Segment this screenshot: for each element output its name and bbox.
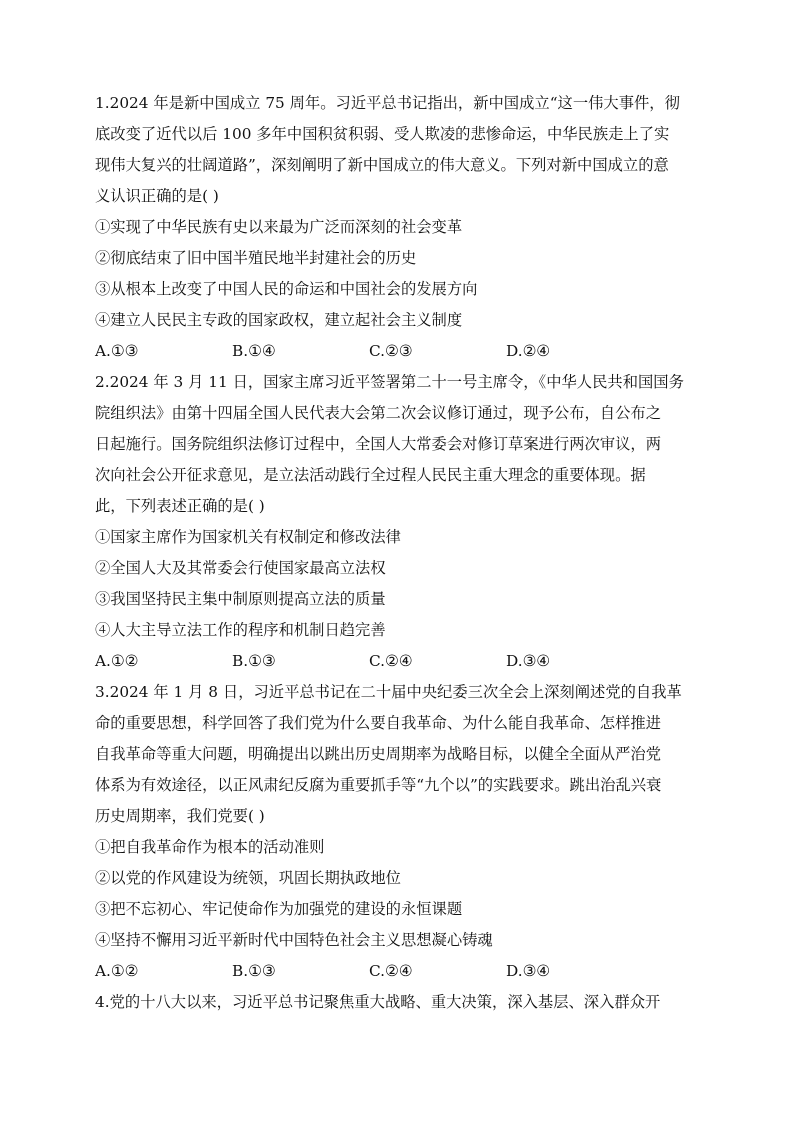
- document-page: [95, 88, 701, 1018]
- question-stem-line: 义认识正确的是( ): [95, 187, 219, 205]
- statement-1: ①实现了中华民族有史以来最为广泛而深刻的社会变革: [95, 218, 463, 236]
- option-a: A.①②: [95, 962, 139, 980]
- question-stem-line: 现伟大复兴的壮阔道路”，深刻阐明了新中国成立的伟大意义。下列对新中国成立的意: [95, 156, 669, 174]
- answer-options: [95, 646, 701, 677]
- option-d: D.③④: [506, 652, 551, 670]
- option-c: C.②③: [369, 342, 413, 360]
- option-d: D.②④: [506, 342, 551, 360]
- question-4: [95, 987, 701, 1018]
- statement-3: ③把不忘初心、牢记使命作为加强党的建设的永恒课题: [95, 900, 463, 918]
- question-stem-line: 日起施行。国务院组织法修订过程中，全国人大常委会对修订草案进行两次审议，两: [95, 435, 661, 453]
- option-c: C.②④: [369, 962, 413, 980]
- question-stem-line: 4.党的十八大以来，习近平总书记聚焦重大战略、重大决策，深入基层、深入群众开: [95, 993, 661, 1011]
- statement-2: ②以党的作风建设为统领，巩固长期执政地位: [95, 869, 401, 887]
- question-stem-line: 次向社会公开征求意见，是立法活动践行全过程人民民主重大理念的重要体现。据: [95, 466, 646, 484]
- option-c: C.②④: [369, 652, 413, 670]
- statement-1: ①把自我革命作为根本的活动准则: [95, 838, 325, 856]
- question-stem-line: 3.2024 年 1 月 8 日，习近平总书记在二十届中央纪委三次全会上深刻阐述党的自我革: [95, 683, 682, 701]
- question-3: [95, 677, 701, 987]
- answer-options: [95, 956, 701, 987]
- question-1: [95, 88, 701, 367]
- question-stem-line: 底改变了近代以后 100 多年中国积贫积弱、受人欺凌的悲惨命运，中华民族走上了实: [95, 125, 670, 143]
- question-stem-line: 院组织法》由第十四届全国人民代表大会第二次会议修订通过，现予公布，自公布之: [95, 404, 661, 422]
- statement-1: ①国家主席作为国家机关有权制定和修改法律: [95, 528, 401, 546]
- statement-3: ③从根本上改变了中国人民的命运和中国社会的发展方向: [95, 280, 478, 298]
- option-b: B.①④: [232, 342, 276, 360]
- option-d: D.③④: [506, 962, 551, 980]
- question-stem-line: 1.2024 年是新中国成立 75 周年。习近平总书记指出，新中国成立“这一伟大事件，彻: [95, 94, 680, 112]
- question-stem-line: 命的重要思想，科学回答了我们党为什么要自我革命、为什么能自我革命、怎样推进: [95, 714, 661, 732]
- answer-options: [95, 336, 701, 367]
- question-stem-line: 此，下列表述正确的是( ): [95, 497, 265, 515]
- statement-2: ②彻底结束了旧中国半殖民地半封建社会的历史: [95, 249, 417, 267]
- option-a: A.①③: [95, 342, 139, 360]
- question-2: [95, 367, 701, 677]
- question-stem-line: 体系为有效途径，以正风肃纪反腐为重要抓手等“九个以”的实践要求。跳出治乱兴衰: [95, 776, 662, 794]
- statement-3: ③我国坚持民主集中制原则提高立法的质量: [95, 590, 386, 608]
- statement-2: ②全国人大及其常委会行使国家最高立法权: [95, 559, 386, 577]
- statement-4: ④人大主导立法工作的程序和机制日趋完善: [95, 621, 386, 639]
- option-b: B.①③: [232, 962, 276, 980]
- question-stem-line: 历史周期率，我们党要( ): [95, 807, 265, 825]
- option-a: A.①②: [95, 652, 139, 670]
- question-stem-line: 2.2024 年 3 月 11 日，国家主席习近平签署第二十一号主席令，《中华人民共和国国务: [95, 373, 684, 391]
- statement-4: ④建立人民民主专政的国家政权，建立起社会主义制度: [95, 311, 463, 329]
- question-stem-line: 自我革命等重大问题，明确提出以跳出历史周期率为战略目标，以健全全面从严治党: [95, 745, 661, 763]
- statement-4: ④坚持不懈用习近平新时代中国特色社会主义思想凝心铸魂: [95, 931, 493, 949]
- option-b: B.①③: [232, 652, 276, 670]
